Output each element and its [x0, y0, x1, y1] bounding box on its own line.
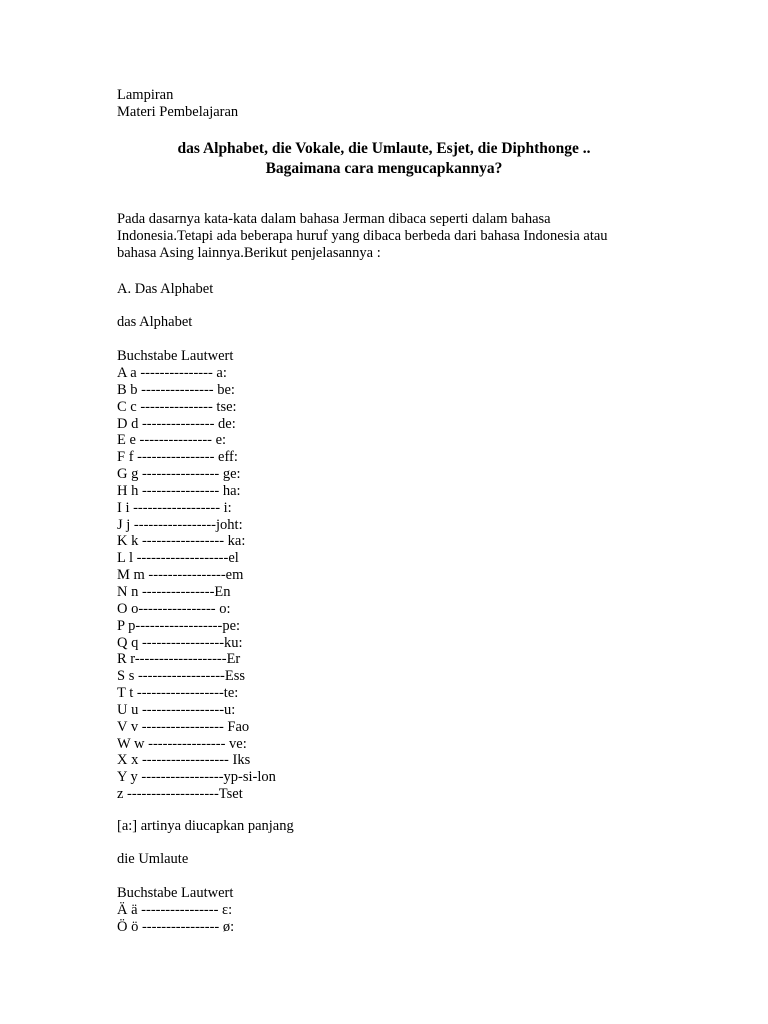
list-item: T t ------------------te:	[117, 685, 239, 702]
list-item: Y y -----------------yp-si-lon	[117, 769, 276, 786]
pronunciation-note: [a:] artinya diucapkan panjang	[117, 818, 294, 834]
list-item: E e --------------- e:	[117, 432, 227, 449]
list-item: I i ------------------ i:	[117, 499, 232, 516]
list-item: K k ----------------- ka:	[117, 533, 246, 550]
list-item: D d --------------- de:	[117, 415, 236, 432]
list-item: J j -----------------joht:	[117, 516, 243, 533]
intro-line: bahasa Asing lainnya.Berikut penjelasannya :	[117, 245, 381, 261]
list-item: X x ------------------ Iks	[117, 752, 251, 769]
intro-line: Indonesia.Tetapi ada beberapa huruf yang dibaca berbeda dari bahasa Indonesia atau	[117, 228, 608, 244]
list-item: N n ---------------En	[117, 583, 231, 600]
list-item: H h ---------------- ha:	[117, 482, 241, 499]
list-item: C c --------------- tse:	[117, 398, 237, 415]
list-item: S s ------------------Ess	[117, 668, 246, 685]
umlaute-list	[117, 902, 234, 936]
list-item: Q q -----------------ku:	[117, 634, 243, 651]
list-item: L l -------------------el	[117, 550, 239, 567]
intro-paragraph	[117, 211, 657, 262]
list-item: O o---------------- o:	[117, 600, 231, 617]
list-item: B b --------------- be:	[117, 381, 235, 398]
list-item: G g ---------------- ge:	[117, 466, 241, 483]
list-item: U u -----------------u:	[117, 701, 236, 718]
header-materi: Materi Pembelajaran	[117, 104, 239, 120]
list-item: R r-------------------Er	[117, 651, 241, 668]
list-item: P p------------------pe:	[117, 617, 241, 634]
list-item: M m ----------------em	[117, 567, 244, 584]
list-item: V v ----------------- Fao	[117, 718, 250, 735]
umlaute-table-header: Buchstabe Lautwert	[117, 885, 234, 901]
subheading-das-alphabet: das Alphabet	[117, 314, 193, 330]
document-title-line1: das Alphabet, die Vokale, die Umlaute, Esjet, die Diphthonge ..	[177, 140, 591, 157]
document-title-line2: Bagaimana cara mengucapkannya?	[265, 160, 503, 177]
list-item: W w ---------------- ve:	[117, 735, 247, 752]
list-item: A a --------------- a:	[117, 365, 227, 381]
list-item: z -------------------Tset	[117, 786, 243, 803]
subheading-die-umlaute: die Umlaute	[117, 851, 189, 867]
list-item: F f ---------------- eff:	[117, 449, 238, 466]
section-heading-alphabet: A. Das Alphabet	[117, 281, 214, 297]
alphabet-list	[117, 365, 276, 803]
intro-line: Pada dasarnya kata-kata dalam bahasa Jerman dibaca seperti dalam bahasa	[117, 211, 551, 227]
list-item: Ä ä ---------------- ε:	[117, 902, 233, 918]
header-lampiran: Lampiran	[117, 87, 174, 103]
alphabet-table-header: Buchstabe Lautwert	[117, 348, 234, 364]
list-item: Ö ö ---------------- ø:	[117, 919, 235, 935]
